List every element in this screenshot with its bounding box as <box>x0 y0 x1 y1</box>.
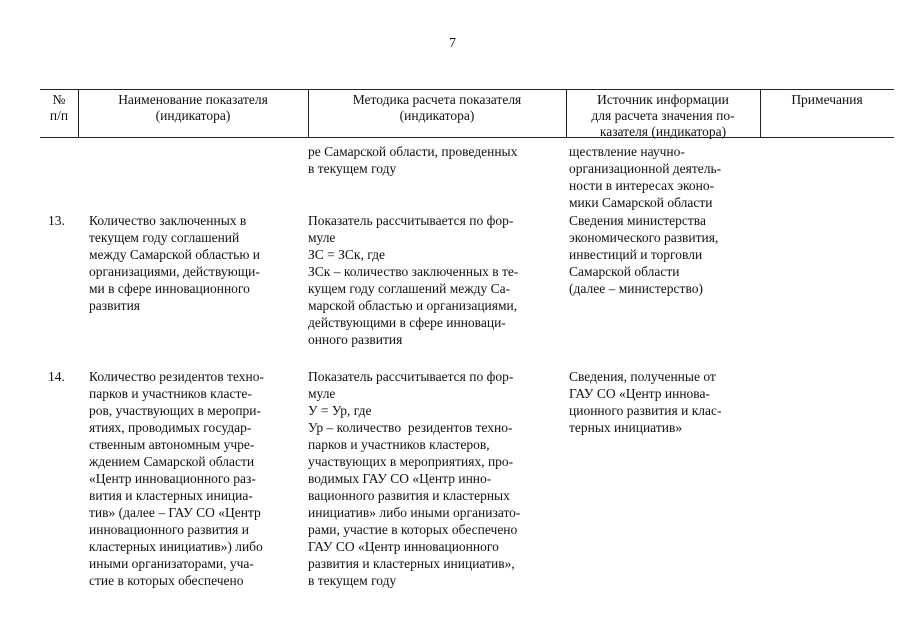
row-14-name: Количество резидентов техно- парков и участников класте- ров, участвующих в меропри- ятиях, проводимых государ- ственным автономным учре- ждением Самарской области «Центр инновационного раз- вития и кластерных инициа- тив» (далее – ГАУ СО «Центр инновационного развития и кластерных инициатив») либо иными организаторами, уча- стие в которых обеспечено <box>89 369 264 588</box>
row-13-name: Количество заключенных в текущем году соглашений между Самарской областью и организациями, действующи- ми в сфере инновационного развития <box>89 213 261 313</box>
row-14-source: Сведения, полученные от ГАУ СО «Центр иннова- ционного развития и клас- терных инициатив» <box>569 369 722 435</box>
continuation-method: ре Самарской области, проведенных в текущем году <box>308 144 518 176</box>
row-13-source: Сведения министерства экономического развития, инвестиций и торговли Самарской области (далее – министерство) <box>569 213 719 296</box>
continuation-source: ществление научно- организационной деятель- ности в интересах эконо- мики Самарской области <box>569 144 722 210</box>
header-calculation-method: Методика расчета показателя (индикатора) <box>352 92 522 123</box>
row-14-number: 14. <box>48 369 65 384</box>
header-notes: Примечания <box>791 92 863 107</box>
header-number: № п/п <box>49 92 69 123</box>
header-information-source: Источник информации для расчета значения по- казателя (индикатора) <box>591 92 735 139</box>
row-13-method: Показатель рассчитывается по фор- муле ЗС = ЗСк, где ЗСк – количество заключенных в те- кущем году соглашений между Са- марской областью и организациями, действующими в сфере инноваци- онного развития <box>308 213 519 347</box>
row-14-method: Показатель рассчитывается по фор- муле У = Ур, где Ур – количество резидентов техно- парков и участников кластеров, участвующих в мероприятиях, про- водимых ГАУ СО «Центр инно- вационного развития и кластерных инициатив» либо иными организато- рами, участие в которых обеспечено ГАУ СО «Центр инновационного развития и кластерных инициатив», в текущем году <box>308 369 521 588</box>
row-13-number: 13. <box>48 213 65 228</box>
page-number: 7 <box>449 36 456 51</box>
header-indicator-name: Наименование показателя (индикатора) <box>118 92 268 123</box>
table-header <box>40 89 894 138</box>
